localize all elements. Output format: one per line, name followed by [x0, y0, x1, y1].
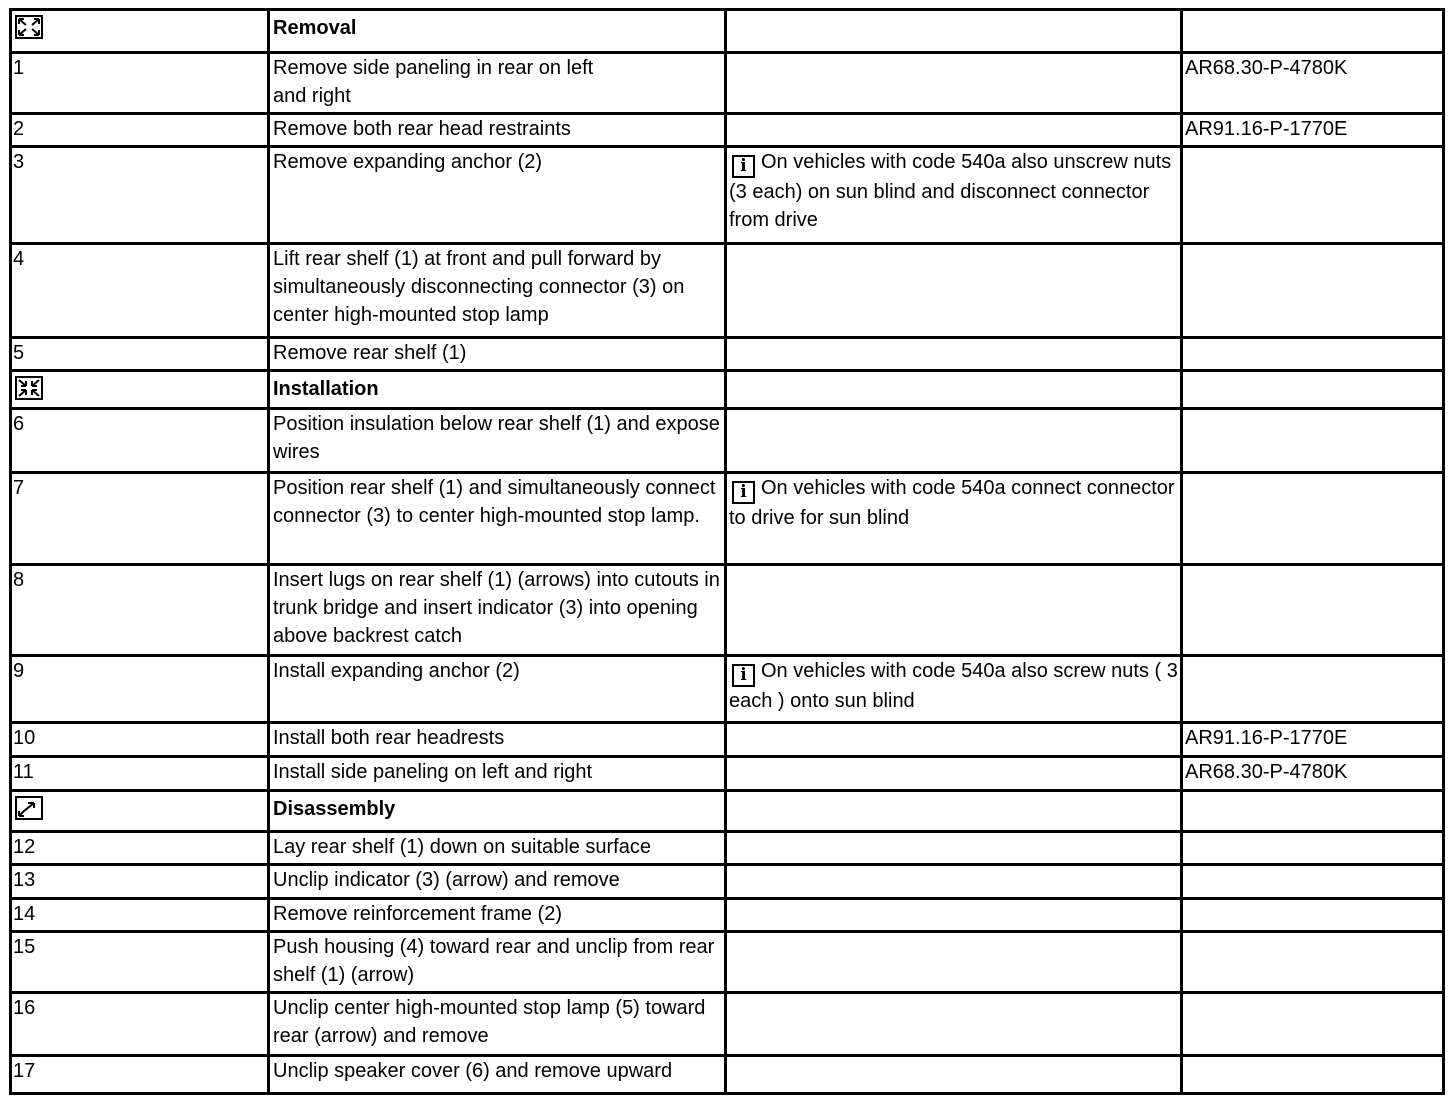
- step-row: [11, 723, 1444, 757]
- note-cell: [726, 1056, 1182, 1094]
- reference-link[interactable]: AR68.30-P-4780K: [1182, 757, 1444, 791]
- ref-cell: [1182, 338, 1444, 371]
- info-icon: i: [732, 481, 755, 504]
- note-cell: [726, 791, 1182, 832]
- section-icon-cell: [11, 10, 269, 53]
- step-row: [11, 757, 1444, 791]
- ref-cell: [1182, 1056, 1444, 1094]
- note-cell: [726, 371, 1182, 409]
- step-number: 2: [11, 114, 269, 147]
- note-cell: [726, 10, 1182, 53]
- step-text: Position rear shelf (1) and simultaneously connect connector (3) to center high-mounted stop lamp.: [269, 473, 726, 565]
- step-text: Remove side paneling in rear on left and right: [269, 53, 726, 114]
- step-row: [11, 53, 1444, 114]
- ref-cell: [1182, 832, 1444, 865]
- ref-cell: [1182, 147, 1444, 244]
- disassembly-icon: [15, 796, 43, 820]
- ref-cell: [1182, 371, 1444, 409]
- note-cell: [726, 757, 1182, 791]
- reference-link[interactable]: AR68.30-P-4780K: [1182, 53, 1444, 114]
- ref-cell: [1182, 656, 1444, 723]
- step-row: [11, 832, 1444, 865]
- step-text: Unclip center high-mounted stop lamp (5) toward rear (arrow) and remove: [269, 993, 726, 1056]
- step-row: [11, 865, 1444, 899]
- ref-cell: [1182, 865, 1444, 899]
- step-number: 14: [11, 899, 269, 932]
- step-number: 15: [11, 932, 269, 993]
- step-text: Unclip speaker cover (6) and remove upward: [269, 1056, 726, 1094]
- step-number: 5: [11, 338, 269, 371]
- step-text: Install both rear headrests: [269, 723, 726, 757]
- note-cell: [726, 114, 1182, 147]
- step-text: Insert lugs on rear shelf (1) (arrows) into cutouts in trunk bridge and insert indicator (3) into opening above backrest catch: [269, 565, 726, 656]
- step-text: Position insulation below rear shelf (1) and expose wires: [269, 409, 726, 473]
- step-row: [11, 656, 1444, 723]
- note-cell: [726, 147, 1182, 244]
- ref-cell: [1182, 244, 1444, 338]
- step-row: [11, 147, 1444, 244]
- note-cell: [726, 993, 1182, 1056]
- step-number: 16: [11, 993, 269, 1056]
- ref-cell: [1182, 932, 1444, 993]
- step-number: 12: [11, 832, 269, 865]
- ref-cell: [1182, 791, 1444, 832]
- section-installation-row: [11, 371, 1444, 409]
- note-cell: [726, 565, 1182, 656]
- step-number: 17: [11, 1056, 269, 1094]
- section-title: Installation: [269, 371, 726, 409]
- note-cell: [726, 932, 1182, 993]
- step-row: [11, 338, 1444, 371]
- step-text: Remove rear shelf (1): [269, 338, 726, 371]
- note-cell: [726, 53, 1182, 114]
- reference-link[interactable]: AR91.16-P-1770E: [1182, 114, 1444, 147]
- step-row: [11, 932, 1444, 993]
- section-title: Disassembly: [269, 791, 726, 832]
- ref-cell: [1182, 993, 1444, 1056]
- step-text: Push housing (4) toward rear and unclip from rear shelf (1) (arrow): [269, 932, 726, 993]
- step-number: 7: [11, 473, 269, 565]
- step-text: Remove expanding anchor (2): [269, 147, 726, 244]
- note-cell: [726, 899, 1182, 932]
- step-row: [11, 1056, 1444, 1094]
- ref-cell: [1182, 10, 1444, 53]
- section-disassembly-row: [11, 791, 1444, 832]
- step-text: Lay rear shelf (1) down on suitable surface: [269, 832, 726, 865]
- step-row: [11, 409, 1444, 473]
- note-text: On vehicles with code 540a also screw nuts ( 3 each ) onto sun blind: [729, 660, 1178, 712]
- step-row: [11, 244, 1444, 338]
- note-cell: [726, 656, 1182, 723]
- installation-icon: [15, 376, 43, 400]
- section-icon-cell: [11, 791, 269, 832]
- step-text: Install expanding anchor (2): [269, 656, 726, 723]
- note-text: On vehicles with code 540a connect connector to drive for sun blind: [729, 477, 1175, 529]
- step-number: 6: [11, 409, 269, 473]
- step-text: Remove both rear head restraints: [269, 114, 726, 147]
- info-icon: i: [732, 664, 755, 687]
- note-text: On vehicles with code 540a also unscrew nuts (3 each) on sun blind and disconnect connector from drive: [729, 151, 1172, 231]
- procedure-table: [9, 8, 1445, 1095]
- step-text: Unclip indicator (3) (arrow) and remove: [269, 865, 726, 899]
- step-number: 1: [11, 53, 269, 114]
- step-row: [11, 565, 1444, 656]
- note-cell: [726, 244, 1182, 338]
- step-number: 9: [11, 656, 269, 723]
- note-cell: [726, 473, 1182, 565]
- note-cell: [726, 723, 1182, 757]
- step-text: Lift rear shelf (1) at front and pull forward by simultaneously disconnecting connector (3) on center high-mounted stop lamp: [269, 244, 726, 338]
- info-icon: i: [732, 155, 755, 178]
- note-cell: [726, 338, 1182, 371]
- step-number: 10: [11, 723, 269, 757]
- ref-cell: [1182, 409, 1444, 473]
- reference-link[interactable]: AR91.16-P-1770E: [1182, 723, 1444, 757]
- note-cell: [726, 832, 1182, 865]
- note-cell: [726, 409, 1182, 473]
- section-removal-row: [11, 10, 1444, 53]
- step-text: Remove reinforcement frame (2): [269, 899, 726, 932]
- removal-icon: [15, 15, 43, 39]
- note-cell: [726, 865, 1182, 899]
- ref-cell: [1182, 473, 1444, 565]
- step-row: [11, 899, 1444, 932]
- step-number: 11: [11, 757, 269, 791]
- section-title: Removal: [269, 10, 726, 53]
- ref-cell: [1182, 899, 1444, 932]
- step-number: 4: [11, 244, 269, 338]
- step-number: 8: [11, 565, 269, 656]
- step-text: Install side paneling on left and right: [269, 757, 726, 791]
- section-icon-cell: [11, 371, 269, 409]
- step-row: [11, 993, 1444, 1056]
- step-number: 3: [11, 147, 269, 244]
- step-number: 13: [11, 865, 269, 899]
- step-row: [11, 114, 1444, 147]
- step-row: [11, 473, 1444, 565]
- ref-cell: [1182, 565, 1444, 656]
